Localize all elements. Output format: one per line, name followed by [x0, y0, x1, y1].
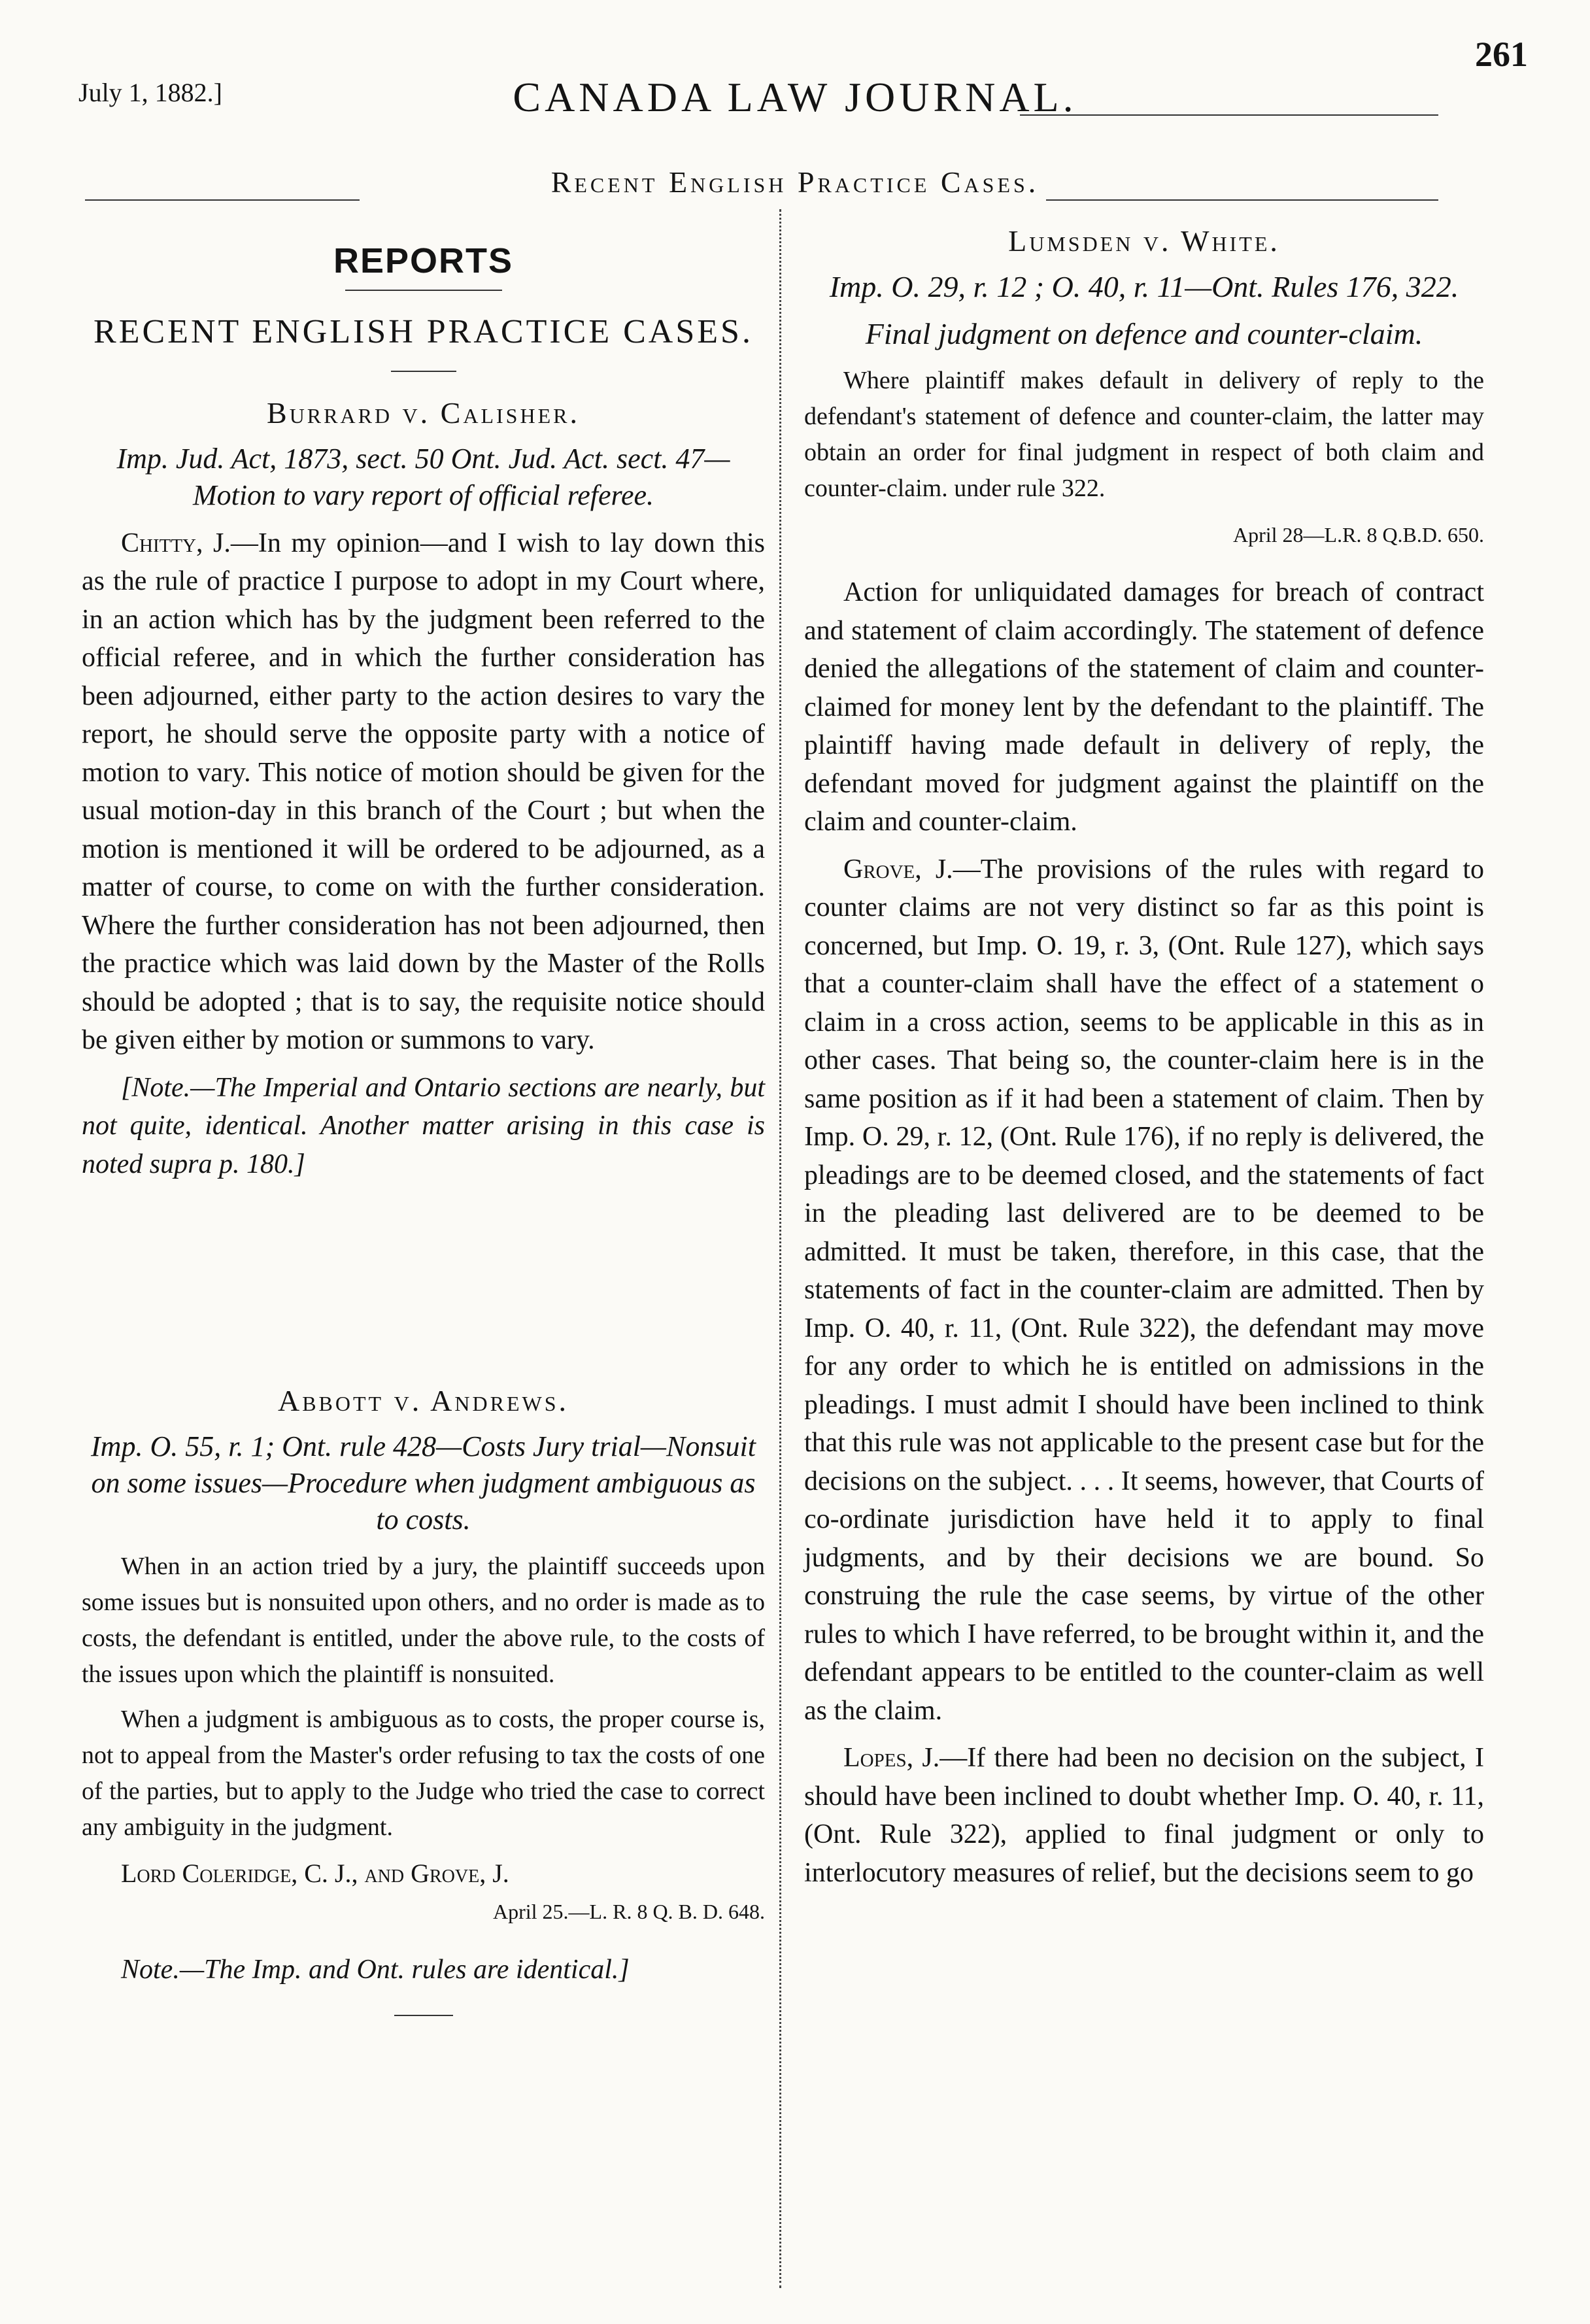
- case-title-lumsden: Lumsden v. White.: [1008, 224, 1280, 258]
- opinion-chitty: [82, 524, 765, 1060]
- header-rule-right-lower: [1046, 199, 1438, 201]
- opinion-grove-text: —The provisions of the rules with regard to counter claims are not very distinct so far as this point is concerned, but Imp. O. 19, r. 3, (Ont. Rule 127), which says that a counter-claim shall have the effect of a statement o claim in a cross action, seems to be applicable in this as in other cases. That being so, the counter-claim here is in the same position as if it had been a statement of claim. Then by Imp. O. 29, r. 12, (Ont. Rule 176), if no reply is delivered, the pleadings are to be deemed closed, and the statements of fact in the pleading last delivered are to be deemed to be admitted. It must be taken, therefore, in this case, that the statements of fact in the counter-claim are admitted. Then by Imp. O. 40, r. 11, (Ont. Rule 322), the defendant may move for any order to which he is entitled on admissions in the pleadings. I must admit I should have been inclined to think that this rule was not applicable to the present case but for the decisions on the subject. . . . It seems, however, that Courts of co-ordinate jurisdiction have held it to apply to final judgments, and by their decisions we are bound. So construing the rule the case seems, by virtue of the other rules to which I have referred, to be brought within it, and the defendant appears to be entitled to the counter-claim as well as the claim.: [804, 854, 1484, 1726]
- headnote-abbott: Imp. O. 55, r. 1; Ont. rule 428—Costs Jury trial—Nonsuit on some issues—Procedure when judgment ambiguous as to costs.: [91, 1430, 756, 1536]
- summary-abbott-2: When a judgment is ambiguous as to costs, the proper course is, not to appeal from the Master's order refusing to tax the costs of one of the parties, but to apply to the Judge who tried the case to correct any ambiguity in the judgment.: [82, 1705, 765, 1841]
- page-header: [0, 0, 1590, 216]
- note-abbott: Note.—The Imp. and Ont. rules are identical.]: [121, 1954, 630, 1985]
- opinion-lopes: [804, 1739, 1484, 1892]
- opinion-chitty-text: —In my opinion—and I wish to lay down this as the rule of practice I purpose to adopt in my Court where, in an action which has by the judgment been referred to the official referee, and in which the further consideration has been adjourned, either party to the action desires to vary the report, he should serve the opposite party with a notice of motion to vary. This notice of motion should be given for the usual motion-day in this branch of the Court ; but when the motion is mentioned it will be ordered to be adjourned, as a matter of course, to come on with the further consideration. Where the further consideration has not been adjourned, then the practice which was laid down by the Master of the Rolls should be adopted ; that is to say, the requisite notice should be given either by motion or summons to vary.: [82, 528, 765, 1055]
- page-number: 261: [1475, 35, 1528, 74]
- judges-abbott: Lord Coleridge, C. J., and Grove, J.: [121, 1858, 509, 1888]
- case-title-abbott: Abbott v. Andrews.: [277, 1384, 569, 1417]
- left-column: [82, 216, 765, 2038]
- section-rule: [391, 371, 456, 372]
- headnote-lumsden-2: Final judgment on defence and counter-claim.: [865, 316, 1423, 350]
- reports-heading: REPORTS: [333, 241, 514, 280]
- reports-rule: [345, 290, 502, 291]
- judge-chitty: Chitty, J.: [121, 528, 231, 558]
- journal-title: CANADA LAW JOURNAL.: [513, 74, 1077, 120]
- issue-date: July 1, 1882.]: [78, 78, 222, 107]
- facts-lumsden: Action for unliquidated damages for breach of contract and statement of claim accordingly. The statement of defence denied the allegations of the statement of claim and counter-claimed for money lent by the defendant to the plaintiff. The plaintiff having made default in delivery of reply, the defendant moved for judgment against the plaintiff on the claim and counter-claim.: [804, 577, 1484, 837]
- judge-grove: Grove, J.: [843, 854, 953, 884]
- right-column: [804, 216, 1484, 1901]
- end-rule: [394, 2015, 453, 2016]
- summary-lumsden: Where plaintiff makes default in delivery of reply to the defendant's statement of defence and counter-claim, the latter may obtain an order for final judgment in respect of both claim and counter-claim. under rule 322.: [804, 366, 1484, 502]
- header-rule-right: [1020, 114, 1438, 116]
- headnote-burrard: Imp. Jud. Act, 1873, sect. 50 Ont. Jud. Act. sect. 47—Motion to vary report of official referee.: [116, 442, 730, 511]
- column-divider: [779, 209, 781, 2288]
- header-rule-left: [85, 199, 360, 201]
- case-title-burrard: Burrard v. Calisher.: [267, 396, 580, 429]
- citation-lumsden: April 28—L.R. 8 Q.B.D. 650.: [1233, 522, 1484, 547]
- headnote-lumsden-1: Imp. O. 29, r. 12 ; O. 40, r. 11—Ont. Rules 176, 322.: [829, 269, 1459, 303]
- judge-lopes: Lopes, J.: [843, 1743, 940, 1773]
- summary-abbott-1: When in an action tried by a jury, the plaintiff succeeds upon some issues but is nonsuited upon others, and no order is made as to costs, the defendant is entitled, under the above rule, to the costs of the issues upon which the plaintiff is nonsuited.: [82, 1552, 765, 1688]
- note-burrard: [Note.—The Imperial and Ontario sections are nearly, but not quite, identical. Another matter arising in this case is noted supra p. 180.]: [82, 1072, 765, 1179]
- opinion-grove: [804, 850, 1484, 1730]
- section-title: RECENT ENGLISH PRACTICE CASES.: [93, 312, 753, 350]
- citation-abbott: April 25.—L. R. 8 Q. B. D. 648.: [493, 1900, 765, 1923]
- opinion-lopes-text: —If there had been no decision on the subject, I should have been inclined to doubt whether Imp. O. 40, r. 11, (Ont. Rule 322), applied to final judgment or only to interlocutory measures of relief, but the decisions seem to go: [804, 1743, 1484, 1888]
- running-head: Recent English Practice Cases.: [550, 165, 1040, 199]
